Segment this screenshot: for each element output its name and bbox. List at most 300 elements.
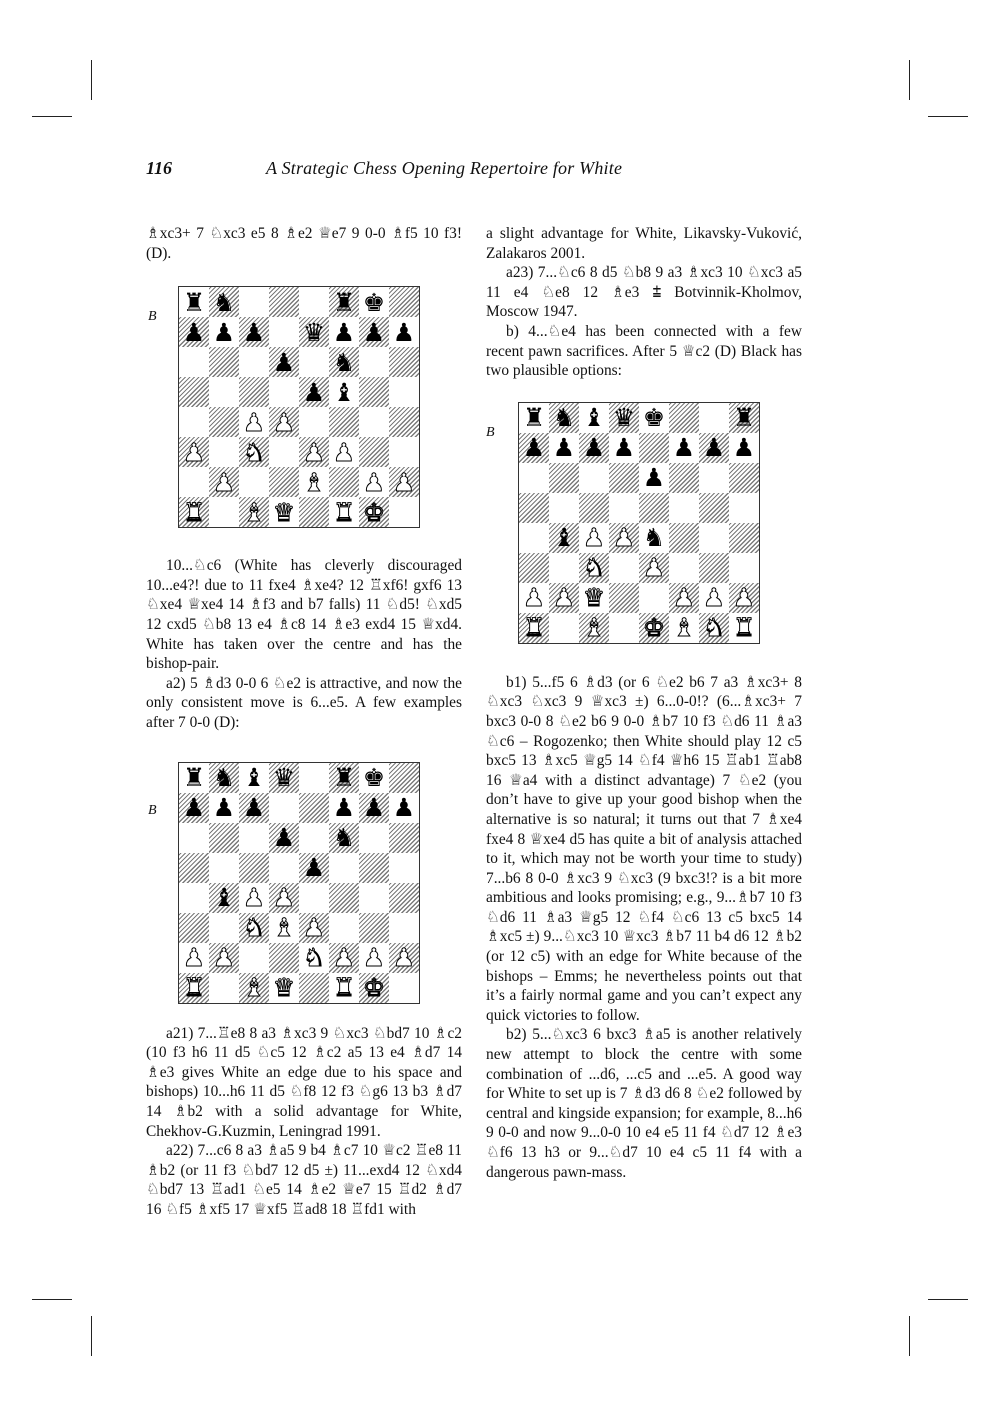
board-square xyxy=(579,613,609,643)
board-square xyxy=(269,823,299,853)
black-pawn-icon: ♟ xyxy=(522,433,546,463)
board-square xyxy=(329,823,359,853)
board-square xyxy=(239,763,269,793)
board-square xyxy=(329,287,359,317)
board-square xyxy=(549,523,579,553)
board-square xyxy=(389,497,419,527)
white-knight-icon: ♞ xyxy=(302,943,326,973)
white-pawn-icon: ♟ xyxy=(392,467,416,497)
crop-mark-bottom-right-h xyxy=(928,1299,968,1300)
board-square xyxy=(359,883,389,913)
board-square xyxy=(359,437,389,467)
board-square xyxy=(179,883,209,913)
board-square xyxy=(359,823,389,853)
board-square xyxy=(669,433,699,463)
white-pawn-icon: ♟ xyxy=(212,467,236,497)
running-title: A Strategic Chess Opening Repertoire for White xyxy=(266,158,623,178)
black-pawn-icon: ♟ xyxy=(182,793,206,823)
board-square xyxy=(239,793,269,823)
black-king-icon: ♚ xyxy=(362,287,386,317)
board-square xyxy=(329,407,359,437)
white-rook-icon: ♜ xyxy=(522,613,546,643)
board-square xyxy=(179,823,209,853)
board-square xyxy=(579,463,609,493)
white-knight-icon: ♞ xyxy=(582,553,606,583)
crop-mark-top-left-h xyxy=(32,116,72,117)
white-pawn-icon: ♟ xyxy=(392,943,416,973)
board-square xyxy=(179,793,209,823)
white-pawn-icon: ♟ xyxy=(522,583,546,613)
board-square xyxy=(389,763,419,793)
board-square xyxy=(209,317,239,347)
board-square xyxy=(389,913,419,943)
board-square xyxy=(179,973,209,1003)
board-square xyxy=(359,377,389,407)
board-square xyxy=(179,347,209,377)
board-square xyxy=(329,943,359,973)
black-bishop-icon: ♝ xyxy=(552,523,576,553)
paragraph: a23) 7...♘c6 8 d5 ♘b8 9 a3 ♗xc3 10 ♘xc3 a5 11 e4 ♘e8 12 ♗e3 ⩲ Botvinnik-Kholmov, Moscow 1947. xyxy=(486,264,802,321)
board-square xyxy=(329,437,359,467)
board-square xyxy=(269,287,299,317)
paragraph: 10...♘c6 (White has cleverly discouraged 10...e4?! due to 11 fxe4 ♗xe4? 12 ♖xf6! gxf6 13 ♘xe4 ♕xe4 14 ♗f3 and b7 falls) 11 ♘d5! ♘xd5 12 cxd5 ♘b8 13 e4 ♗c8 14 ♗e3 exd4 15 ♕xd4. White has taken over the centre and has the bishop-pair. xyxy=(146,557,462,673)
board-square xyxy=(239,317,269,347)
board-square xyxy=(269,883,299,913)
black-pawn-icon: ♟ xyxy=(302,377,326,407)
black-queen-icon: ♛ xyxy=(612,403,636,433)
black-pawn-icon: ♟ xyxy=(332,317,356,347)
board-square xyxy=(329,763,359,793)
black-pawn-icon: ♟ xyxy=(212,793,236,823)
board-square xyxy=(389,853,419,883)
board-square xyxy=(209,763,239,793)
black-knight-icon: ♞ xyxy=(332,823,356,853)
board-square xyxy=(699,433,729,463)
board-square xyxy=(209,853,239,883)
black-queen-icon: ♛ xyxy=(302,317,326,347)
board-square xyxy=(209,497,239,527)
board-square xyxy=(299,407,329,437)
black-bishop-icon: ♝ xyxy=(582,403,606,433)
board-square xyxy=(269,317,299,347)
white-pawn-icon: ♟ xyxy=(362,943,386,973)
board-square xyxy=(389,287,419,317)
board-square xyxy=(269,793,299,823)
black-pawn-icon: ♟ xyxy=(332,793,356,823)
board-square xyxy=(639,433,669,463)
black-king-icon: ♚ xyxy=(642,403,666,433)
black-pawn-icon: ♟ xyxy=(702,433,726,463)
board-square xyxy=(359,347,389,377)
board-square xyxy=(239,853,269,883)
board-square xyxy=(669,553,699,583)
board-square xyxy=(609,553,639,583)
board-square xyxy=(669,493,699,523)
board-square xyxy=(239,347,269,377)
paragraph: a2) 5 ♗d3 0-0 6 ♘e2 is attractive, and now the only consistent move is 6...e5. A few examples after 7 0-0 (D): xyxy=(146,674,462,731)
board-square xyxy=(329,913,359,943)
black-pawn-icon: ♟ xyxy=(612,433,636,463)
board-square xyxy=(579,403,609,433)
black-knight-icon: ♞ xyxy=(332,347,356,377)
board-square xyxy=(209,883,239,913)
board-square xyxy=(209,437,239,467)
board-square xyxy=(609,403,639,433)
black-bishop-icon: ♝ xyxy=(212,883,236,913)
white-rook-icon: ♜ xyxy=(732,613,756,643)
black-pawn-icon: ♟ xyxy=(182,317,206,347)
board-square xyxy=(699,493,729,523)
board-square xyxy=(299,883,329,913)
board-square xyxy=(669,403,699,433)
black-pawn-icon: ♟ xyxy=(362,793,386,823)
board-square xyxy=(519,613,549,643)
white-pawn-icon: ♟ xyxy=(182,943,206,973)
board-square xyxy=(639,463,669,493)
board-square xyxy=(609,433,639,463)
black-knight-icon: ♞ xyxy=(552,403,576,433)
board-square xyxy=(299,437,329,467)
board-square xyxy=(179,943,209,973)
board-square xyxy=(609,613,639,643)
board-square xyxy=(179,377,209,407)
white-pawn-icon: ♟ xyxy=(732,583,756,613)
board-square xyxy=(209,793,239,823)
board-square xyxy=(239,883,269,913)
black-rook-icon: ♜ xyxy=(182,287,206,317)
board-square xyxy=(359,763,389,793)
crop-mark-bottom-left-h xyxy=(32,1299,72,1300)
white-pawn-icon: ♟ xyxy=(332,943,356,973)
white-king-icon: ♚ xyxy=(362,973,386,1003)
black-bishop-icon: ♝ xyxy=(242,763,266,793)
left-column xyxy=(146,224,462,1219)
board-square xyxy=(179,467,209,497)
board-square xyxy=(699,553,729,583)
white-pawn-icon: ♟ xyxy=(302,437,326,467)
board-square xyxy=(579,493,609,523)
white-pawn-icon: ♟ xyxy=(272,407,296,437)
board-square xyxy=(729,613,759,643)
board-square xyxy=(269,407,299,437)
board-square xyxy=(609,493,639,523)
board-square xyxy=(699,523,729,553)
board-square xyxy=(579,583,609,613)
white-queen-icon: ♛ xyxy=(272,973,296,1003)
crop-mark-top-left-v xyxy=(91,60,92,100)
board-square xyxy=(729,433,759,463)
board-square xyxy=(179,407,209,437)
white-bishop-icon: ♝ xyxy=(672,613,696,643)
white-king-icon: ♚ xyxy=(642,613,666,643)
board-square xyxy=(669,523,699,553)
board-square xyxy=(209,973,239,1003)
paragraph: ♗xc3+ 7 ♘xc3 e5 8 ♗e2 ♕e7 9 0-0 ♗f5 10 f3! (D). xyxy=(146,225,462,262)
paragraph: b) 4...♘e4 has been connected with a few recent pawn sacrifices. After 5 ♕c2 (D) Black has two plausible options: xyxy=(486,322,802,380)
board-square xyxy=(299,317,329,347)
board-square xyxy=(179,437,209,467)
black-king-icon: ♚ xyxy=(362,763,386,793)
side-to-move: B xyxy=(486,424,495,440)
board-square xyxy=(729,403,759,433)
board-square xyxy=(549,553,579,583)
board-square xyxy=(269,973,299,1003)
board-square xyxy=(609,583,639,613)
board-square xyxy=(239,377,269,407)
board-square xyxy=(299,913,329,943)
board-square xyxy=(269,853,299,883)
board-square xyxy=(389,943,419,973)
board-square xyxy=(299,287,329,317)
board-square xyxy=(299,793,329,823)
board-square xyxy=(549,613,579,643)
white-knight-icon: ♞ xyxy=(242,437,266,467)
crop-mark-top-right-v xyxy=(909,60,910,100)
chess-board xyxy=(518,402,760,644)
paragraph: b2) 5...♘xc3 6 bxc3 ♗a5 is another relatively new attempt to block the centre with some combination of ...d6, ...c5 and ...e5. A good way for White to set up is 7 ♗d3 d6 8 ♘e2 followed by central and kingside expansion; for example, 8...h6 9 0-0 and now 9...0-0 10 e4 e5 11 f4 ♘d7 12 ♗e3 ♘f6 13 h3 or 9...♘d7 10 e4 c5 11 f4 with a dangerous pawn-mass. xyxy=(486,1026,802,1181)
board-square xyxy=(299,973,329,1003)
board-square xyxy=(179,853,209,883)
board-square xyxy=(519,463,549,493)
board-square xyxy=(359,913,389,943)
board-square xyxy=(269,913,299,943)
board-square xyxy=(389,823,419,853)
board-square xyxy=(359,973,389,1003)
board-square xyxy=(179,763,209,793)
board-square xyxy=(699,613,729,643)
white-king-icon: ♚ xyxy=(362,497,386,527)
board-square xyxy=(639,553,669,583)
white-pawn-icon: ♟ xyxy=(612,523,636,553)
black-pawn-icon: ♟ xyxy=(642,463,666,493)
black-rook-icon: ♜ xyxy=(732,403,756,433)
board-square xyxy=(519,403,549,433)
white-bishop-icon: ♝ xyxy=(302,467,326,497)
paragraph: b1) 5...f5 6 ♗d3 (or 6 ♘e2 b6 7 a3 ♗xc3+ 8 ♘xc3 ♘xc3 9 ♕xc3 ±) 6...0-0!? (6...♗xc3+ 7 bxc3 0-0 8 ♘e2 b6 9 0-0 ♗b7 10 f3 ♘d6 11 ♗a3 ♘c6 – Rogozenko; then White should play 12 c5 bxc5 13 ♗xc5 ♕g5 14 ♘f4 ♕h6 15 ♖ab1 ♖ab8 16 ♕a4 with a distinct advantage) 7 ♘e2 (you don’t have to give up your good bishop when the alternative is so natural; it turns out that 7 ♗xe4 fxe4 8 ♕xe4 d5 has quite a bit of analysis attached to it, which may not be worth your time to study) 7...b6 8 0-0 ♗xc3 9 ♘xc3 (9 bxc3!? is a bit more ambitious and looks promising; e.g., 9...♗b7 10 f3 ♘d6 11 ♗a3 ♕g5 12 ♘f4 ♘c6 13 c5 bxc5 14 ♗xc5 ±) 9...♘xc3 10 ♕xc3 ♗b7 11 b4 d6 12 ♗b2 (or 12 c5) with an edge for White because of the bishops – Emms; he nevertheless points out that it’s a fairly normal game and you can’t expect any quick victories to follow. xyxy=(486,673,802,1024)
board-square xyxy=(699,583,729,613)
board-square xyxy=(359,287,389,317)
board-square xyxy=(329,883,359,913)
board-square xyxy=(209,913,239,943)
board-square xyxy=(269,377,299,407)
board-square xyxy=(519,523,549,553)
board-square xyxy=(549,463,579,493)
board-square xyxy=(269,467,299,497)
board-square xyxy=(209,823,239,853)
white-bishop-icon: ♝ xyxy=(242,497,266,527)
black-queen-icon: ♛ xyxy=(272,763,296,793)
board-square xyxy=(299,467,329,497)
white-pawn-icon: ♟ xyxy=(332,437,356,467)
white-rook-icon: ♜ xyxy=(332,497,356,527)
board-square xyxy=(179,913,209,943)
white-knight-icon: ♞ xyxy=(242,913,266,943)
chess-board xyxy=(178,286,420,528)
white-pawn-icon: ♟ xyxy=(272,883,296,913)
board-square xyxy=(519,553,549,583)
board-square xyxy=(639,523,669,553)
diagram-1 xyxy=(146,263,462,556)
board-square xyxy=(519,433,549,463)
white-queen-icon: ♛ xyxy=(582,583,606,613)
board-square xyxy=(609,523,639,553)
board-square xyxy=(359,317,389,347)
board-square xyxy=(359,467,389,497)
board-square xyxy=(639,493,669,523)
board-square xyxy=(359,497,389,527)
board-square xyxy=(269,437,299,467)
board-square xyxy=(579,433,609,463)
white-bishop-icon: ♝ xyxy=(272,913,296,943)
right-column xyxy=(486,224,802,1182)
white-rook-icon: ♜ xyxy=(182,497,206,527)
white-pawn-icon: ♟ xyxy=(642,553,666,583)
board-square xyxy=(389,407,419,437)
black-pawn-icon: ♟ xyxy=(242,317,266,347)
board-square xyxy=(519,493,549,523)
board-square xyxy=(389,437,419,467)
black-pawn-icon: ♟ xyxy=(362,317,386,347)
board-square xyxy=(329,377,359,407)
board-square xyxy=(239,467,269,497)
crop-mark-top-right-h xyxy=(928,116,968,117)
white-pawn-icon: ♟ xyxy=(242,407,266,437)
board-square xyxy=(299,347,329,377)
white-pawn-icon: ♟ xyxy=(182,437,206,467)
board-square xyxy=(359,853,389,883)
white-rook-icon: ♜ xyxy=(182,973,206,1003)
board-square xyxy=(239,823,269,853)
board-square xyxy=(269,347,299,377)
black-knight-icon: ♞ xyxy=(212,763,236,793)
board-square xyxy=(669,463,699,493)
white-pawn-icon: ♟ xyxy=(582,523,606,553)
board-square xyxy=(179,317,209,347)
black-pawn-icon: ♟ xyxy=(392,793,416,823)
board-square xyxy=(389,377,419,407)
board-square xyxy=(639,403,669,433)
black-rook-icon: ♜ xyxy=(522,403,546,433)
black-pawn-icon: ♟ xyxy=(392,317,416,347)
board-square xyxy=(299,943,329,973)
board-square xyxy=(269,763,299,793)
black-pawn-icon: ♟ xyxy=(552,433,576,463)
board-square xyxy=(389,317,419,347)
black-knight-icon: ♞ xyxy=(212,287,236,317)
white-rook-icon: ♜ xyxy=(332,973,356,1003)
board-square xyxy=(239,497,269,527)
board-square xyxy=(549,493,579,523)
board-square xyxy=(239,287,269,317)
black-pawn-icon: ♟ xyxy=(302,853,326,883)
board-square xyxy=(549,433,579,463)
board-square xyxy=(669,613,699,643)
board-square xyxy=(359,943,389,973)
black-pawn-icon: ♟ xyxy=(732,433,756,463)
black-pawn-icon: ♟ xyxy=(212,317,236,347)
board-square xyxy=(389,793,419,823)
black-bishop-icon: ♝ xyxy=(332,377,356,407)
board-square xyxy=(209,467,239,497)
black-pawn-icon: ♟ xyxy=(272,823,296,853)
board-square xyxy=(729,553,759,583)
diagram-3 xyxy=(486,381,802,673)
board-square xyxy=(239,973,269,1003)
black-rook-icon: ♜ xyxy=(182,763,206,793)
board-square xyxy=(549,403,579,433)
board-square xyxy=(329,973,359,1003)
board-square xyxy=(729,523,759,553)
board-square xyxy=(639,583,669,613)
board-square xyxy=(179,287,209,317)
white-pawn-icon: ♟ xyxy=(362,467,386,497)
board-square xyxy=(519,583,549,613)
paragraph: a21) 7...♖e8 8 a3 ♗xc3 9 ♘xc3 ♘bd7 10 ♗c2 (10 f3 h6 11 d5 ♘c5 12 ♗c2 a5 13 e4 ♗d7 14 ♗e3 gives White an edge due to his space and bishops) 10...h6 11 d5 ♘f8 12 f3 ♘g6 13 b3 ♗d7 14 ♗b2 with a solid advantage for White, Chekhov-G.Kuzmin, Leningrad 1991. xyxy=(146,1024,462,1140)
board-square xyxy=(639,613,669,643)
board-square xyxy=(239,913,269,943)
board-square xyxy=(299,823,329,853)
board-square xyxy=(359,793,389,823)
white-bishop-icon: ♝ xyxy=(582,613,606,643)
crop-mark-bottom-left-v xyxy=(91,1316,92,1356)
board-square xyxy=(179,497,209,527)
paragraph: a slight advantage for White, Likavsky-Vuković, Zalakaros 2001. xyxy=(486,225,802,262)
white-queen-icon: ♛ xyxy=(272,497,296,527)
paragraph: a22) 7...c6 8 a3 ♗a5 9 b4 ♗c7 10 ♕c2 ♖e8 11 ♗b2 (or 11 f3 ♘bd7 12 d5 ±) 11...exd4 12 ♘xd4 ♘bd7 13 ♖ad1 ♘e5 14 ♗e2 ♕e7 15 ♖d2 ♗d7 16 ♘f5 ♗xf5 17 ♕xf5 ♖ad8 18 ♖fd1 with xyxy=(146,1142,462,1218)
board-square xyxy=(389,467,419,497)
board-square xyxy=(329,467,359,497)
page-header xyxy=(146,158,861,186)
black-knight-icon: ♞ xyxy=(642,523,666,553)
white-bishop-icon: ♝ xyxy=(242,973,266,1003)
board-square xyxy=(359,407,389,437)
board-square xyxy=(239,437,269,467)
board-square xyxy=(389,973,419,1003)
white-pawn-icon: ♟ xyxy=(212,943,236,973)
board-square xyxy=(329,497,359,527)
board-square xyxy=(329,793,359,823)
black-pawn-icon: ♟ xyxy=(272,347,296,377)
board-square xyxy=(299,377,329,407)
black-pawn-icon: ♟ xyxy=(242,793,266,823)
page-number: 116 xyxy=(146,158,173,178)
diagram-2 xyxy=(146,733,462,1024)
black-pawn-icon: ♟ xyxy=(582,433,606,463)
black-rook-icon: ♜ xyxy=(332,287,356,317)
crop-mark-bottom-right-v xyxy=(909,1316,910,1356)
board-square xyxy=(239,943,269,973)
board-square xyxy=(329,347,359,377)
board-square xyxy=(239,407,269,437)
board-square xyxy=(299,763,329,793)
board-square xyxy=(729,463,759,493)
board-square xyxy=(329,317,359,347)
board-square xyxy=(269,943,299,973)
board-square xyxy=(389,883,419,913)
side-to-move: B xyxy=(148,309,157,325)
board-square xyxy=(669,583,699,613)
black-rook-icon: ♜ xyxy=(332,763,356,793)
board-square xyxy=(389,347,419,377)
board-square xyxy=(209,943,239,973)
board-square xyxy=(209,347,239,377)
board-square xyxy=(299,853,329,883)
board-square xyxy=(329,853,359,883)
black-pawn-icon: ♟ xyxy=(672,433,696,463)
white-pawn-icon: ♟ xyxy=(242,883,266,913)
board-square xyxy=(209,287,239,317)
side-to-move: B xyxy=(148,802,157,818)
